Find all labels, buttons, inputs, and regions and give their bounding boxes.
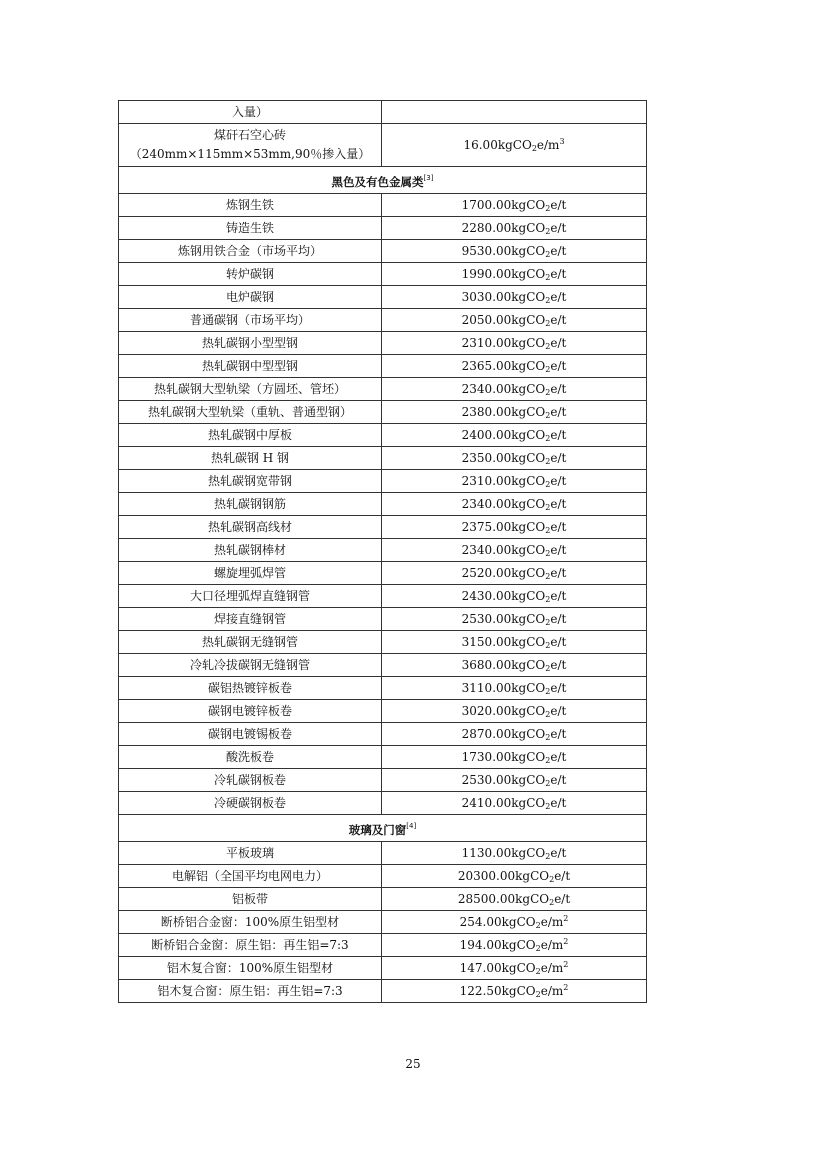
page-number: 25: [405, 1057, 421, 1071]
material-name: 冷轧冷拔碳钢无缝钢管: [119, 654, 382, 677]
table-row: [119, 263, 647, 286]
factor-value: 1130.00: [461, 846, 512, 860]
table-row: [119, 792, 647, 815]
unit-prefix: kgCO: [511, 773, 546, 787]
material-name: 酸洗板卷: [119, 746, 382, 769]
table-row: [119, 101, 647, 124]
unit-subscript: 2: [545, 595, 551, 604]
emission-factor: [382, 516, 647, 539]
material-name: 入量）: [119, 101, 382, 124]
factor-value: 2430.00: [461, 589, 512, 603]
factor-value: 1700.00: [461, 198, 512, 212]
emission-factor: [382, 424, 647, 447]
unit-suffix: e/t: [550, 382, 567, 396]
table-row: [119, 746, 647, 769]
table-row: [119, 723, 647, 746]
unit-prefix: kgCO: [511, 198, 546, 212]
unit-prefix: kgCO: [515, 892, 550, 906]
section-title: [119, 167, 647, 194]
table-row: [119, 355, 647, 378]
unit-subscript: 2: [545, 319, 551, 328]
unit-subscript: 2: [545, 618, 551, 627]
reference-mark: [4]: [406, 822, 417, 830]
material-name: 铸造生铁: [119, 217, 382, 240]
table-row: [119, 934, 647, 957]
material-name: 热轧碳钢无缝钢管: [119, 631, 382, 654]
unit-suffix: e/t: [550, 612, 567, 626]
unit-suffix: e/t: [550, 451, 567, 465]
unit-prefix: kgCO: [501, 938, 536, 952]
table-row: [119, 957, 647, 980]
reference-mark: [3]: [423, 174, 434, 182]
table-row: [119, 516, 647, 539]
emission-factor: [382, 309, 647, 332]
factor-value: 2340.00: [461, 382, 512, 396]
emission-factor: [382, 700, 647, 723]
unit-subscript: 2: [545, 227, 551, 236]
material-name: 热轧碳钢棒材: [119, 539, 382, 562]
table-row: [119, 332, 647, 355]
unit-subscript: 2: [545, 503, 551, 512]
unit-prefix: kgCO: [511, 451, 546, 465]
material-name: 螺旋埋弧焊管: [119, 562, 382, 585]
unit-suffix: e/t: [550, 566, 567, 580]
material-name: 铝木复合窗：原生铝：再生铝=7:3: [119, 980, 382, 1003]
unit-suffix: e/t: [550, 543, 567, 557]
material-name: 煤矸石空心砖（240mm×115mm×53mm,90％掺入量）: [119, 124, 382, 167]
unit-suffix: e/t: [550, 198, 567, 212]
factor-value: 2410.00: [461, 796, 512, 810]
unit-suffix: e/t: [550, 221, 567, 235]
material-name: 碳钢电镀锌板卷: [119, 700, 382, 723]
unit-suffix: e/m: [540, 938, 564, 952]
unit-subscript: 2: [549, 898, 555, 907]
material-name: 焊接直缝钢管: [119, 608, 382, 631]
material-name: 炼钢生铁: [119, 194, 382, 217]
table-row: [119, 980, 647, 1003]
unit-subscript: 2: [545, 802, 551, 811]
emission-factor: [382, 217, 647, 240]
unit-subscript: 2: [545, 641, 551, 650]
emission-factor: [382, 723, 647, 746]
factor-value: 20300.00: [457, 869, 516, 883]
unit-power: 2: [563, 937, 569, 946]
factor-value: 194.00: [459, 938, 502, 952]
unit-subscript: 2: [545, 434, 551, 443]
emission-factor: [382, 631, 647, 654]
unit-subscript: 2: [545, 779, 551, 788]
unit-subscript: 2: [545, 411, 551, 420]
unit-subscript: 2: [545, 342, 551, 351]
unit-prefix: kgCO: [511, 382, 546, 396]
emission-factor: [382, 124, 647, 167]
unit-prefix: kgCO: [511, 428, 546, 442]
unit-prefix: kgCO: [511, 681, 546, 695]
table-row: [119, 378, 647, 401]
unit-suffix: e/t: [550, 635, 567, 649]
unit-subscript: 2: [545, 388, 551, 397]
emission-factor: [382, 911, 647, 934]
factor-value: 2340.00: [461, 543, 512, 557]
material-name: 炼钢用铁合金（市场平均）: [119, 240, 382, 263]
unit-suffix: e/t: [550, 405, 567, 419]
unit-subscript: 2: [531, 144, 537, 153]
table-row: [119, 470, 647, 493]
emission-factor: [382, 792, 647, 815]
section-header-row: [119, 815, 647, 842]
table-row: [119, 842, 647, 865]
table-row: [119, 865, 647, 888]
emission-factor: [382, 378, 647, 401]
unit-suffix: e/t: [550, 773, 567, 787]
material-name: 热轧碳钢大型轨梁（重轨、普通型钢）: [119, 401, 382, 424]
table-row: [119, 493, 647, 516]
unit-subscript: 2: [545, 365, 551, 374]
section-title: [119, 815, 647, 842]
unit-prefix: kgCO: [511, 704, 546, 718]
emission-factor: [382, 493, 647, 516]
table-row: [119, 124, 647, 167]
factor-value: 2375.00: [461, 520, 512, 534]
factor-value: 2365.00: [461, 359, 512, 373]
material-name: 断桥铝合金窗：100%原生铝型材: [119, 911, 382, 934]
unit-prefix: kgCO: [511, 635, 546, 649]
unit-subscript: 2: [545, 296, 551, 305]
unit-prefix: kgCO: [511, 750, 546, 764]
factor-value: 1730.00: [461, 750, 512, 764]
emission-factor: [382, 585, 647, 608]
table-row: [119, 911, 647, 934]
factor-value: 2310.00: [461, 336, 512, 350]
unit-subscript: 2: [535, 990, 541, 999]
unit-prefix: kgCO: [511, 543, 546, 557]
unit-subscript: 2: [545, 572, 551, 581]
unit-suffix: e/t: [550, 497, 567, 511]
unit-suffix: e/t: [550, 267, 567, 281]
section-title-text: 黑色及有色金属类: [331, 175, 424, 189]
unit-suffix: e/t: [554, 892, 571, 906]
material-name: 热轧碳钢宽带钢: [119, 470, 382, 493]
emission-factor: [382, 934, 647, 957]
unit-prefix: kgCO: [511, 497, 546, 511]
unit-subscript: 2: [545, 273, 551, 282]
emission-factor: [382, 101, 647, 124]
emission-factor: [382, 769, 647, 792]
table-row: [119, 654, 647, 677]
table-row: [119, 539, 647, 562]
factor-value: 2530.00: [461, 773, 512, 787]
emission-factor: [382, 263, 647, 286]
emission-factor: [382, 654, 647, 677]
table-row: [119, 194, 647, 217]
unit-suffix: e/m: [540, 961, 564, 975]
factor-value: 2280.00: [461, 221, 512, 235]
unit-prefix: kgCO: [501, 915, 536, 929]
unit-suffix: e/t: [550, 681, 567, 695]
material-name: 铝板带: [119, 888, 382, 911]
unit-prefix: kgCO: [497, 138, 532, 152]
unit-subscript: 2: [545, 250, 551, 259]
unit-suffix: e/t: [550, 796, 567, 810]
unit-prefix: kgCO: [511, 244, 546, 258]
emission-factor: [382, 608, 647, 631]
unit-subscript: 2: [545, 710, 551, 719]
table-row: [119, 888, 647, 911]
material-name: 铝木复合窗：100%原生铝型材: [119, 957, 382, 980]
factor-value: 3680.00: [461, 658, 512, 672]
unit-prefix: kgCO: [511, 846, 546, 860]
factor-value: 3150.00: [461, 635, 512, 649]
unit-prefix: kgCO: [511, 405, 546, 419]
factor-value: 2380.00: [461, 405, 512, 419]
factor-value: 2520.00: [461, 566, 512, 580]
emission-factor: [382, 355, 647, 378]
material-name: 冷轧碳钢板卷: [119, 769, 382, 792]
unit-prefix: kgCO: [511, 520, 546, 534]
unit-suffix: e/t: [550, 244, 567, 258]
unit-suffix: e/t: [550, 313, 567, 327]
emission-factor: [382, 401, 647, 424]
unit-suffix: e/t: [550, 750, 567, 764]
material-name: 热轧碳钢钢筋: [119, 493, 382, 516]
unit-prefix: kgCO: [515, 869, 550, 883]
factor-value: 1990.00: [461, 267, 512, 281]
material-name: 电炉碳钢: [119, 286, 382, 309]
material-name: 转炉碳钢: [119, 263, 382, 286]
factor-value: 2340.00: [461, 497, 512, 511]
material-name: 热轧碳钢大型轨梁（方圆坯、管坯）: [119, 378, 382, 401]
unit-subscript: 2: [545, 480, 551, 489]
material-name: 热轧碳钢中型型钢: [119, 355, 382, 378]
unit-suffix: e/t: [550, 727, 567, 741]
table-row: [119, 700, 647, 723]
unit-suffix: e/t: [550, 336, 567, 350]
material-name: 普通碳钢（市场平均）: [119, 309, 382, 332]
table-row: [119, 631, 647, 654]
unit-suffix: e/t: [550, 846, 567, 860]
unit-suffix: e/m: [536, 138, 560, 152]
table-row: [119, 769, 647, 792]
unit-suffix: e/t: [550, 428, 567, 442]
emission-factor: [382, 286, 647, 309]
unit-power: 2: [563, 914, 569, 923]
unit-power: 3: [559, 137, 565, 146]
factor-value: 9530.00: [461, 244, 512, 258]
factor-value: 2350.00: [461, 451, 512, 465]
unit-prefix: kgCO: [511, 221, 546, 235]
emission-factor: [382, 888, 647, 911]
unit-subscript: 2: [549, 875, 555, 884]
unit-prefix: kgCO: [511, 566, 546, 580]
unit-subscript: 2: [545, 526, 551, 535]
emission-factor: [382, 194, 647, 217]
material-name: 电解铝（全国平均电网电力）: [119, 865, 382, 888]
unit-prefix: kgCO: [501, 984, 536, 998]
table-row: [119, 608, 647, 631]
table-row: [119, 562, 647, 585]
unit-subscript: 2: [545, 756, 551, 765]
factor-value: 2400.00: [461, 428, 512, 442]
section-title-text: 玻璃及门窗: [348, 823, 407, 837]
emission-factor: [382, 562, 647, 585]
factor-value: 2310.00: [461, 474, 512, 488]
unit-suffix: e/t: [550, 520, 567, 534]
unit-subscript: 2: [545, 549, 551, 558]
material-name: 冷硬碳钢板卷: [119, 792, 382, 815]
material-name: 碳钢电镀锡板卷: [119, 723, 382, 746]
unit-subscript: 2: [545, 687, 551, 696]
unit-prefix: kgCO: [511, 359, 546, 373]
unit-subscript: 2: [545, 664, 551, 673]
factor-value: 2530.00: [461, 612, 512, 626]
emission-factor-table: [118, 100, 647, 1003]
factor-value: 122.50: [459, 984, 502, 998]
emission-factor: [382, 240, 647, 263]
emission-factor: [382, 746, 647, 769]
unit-power: 2: [563, 983, 569, 992]
unit-prefix: kgCO: [511, 796, 546, 810]
table-row: [119, 217, 647, 240]
emission-factor: [382, 470, 647, 493]
unit-suffix: e/m: [540, 915, 564, 929]
unit-suffix: e/t: [550, 474, 567, 488]
table-row: [119, 240, 647, 263]
material-name: 大口径埋弧焊直缝钢管: [119, 585, 382, 608]
factor-value: 3030.00: [461, 290, 512, 304]
factor-value: 16.00: [463, 138, 498, 152]
unit-suffix: e/t: [550, 658, 567, 672]
table-row: [119, 286, 647, 309]
table-row: [119, 677, 647, 700]
material-name: 碳铝热镀锌板卷: [119, 677, 382, 700]
emission-factor: [382, 842, 647, 865]
unit-suffix: e/t: [550, 704, 567, 718]
unit-suffix: e/t: [554, 869, 571, 883]
table-row: [119, 309, 647, 332]
factor-value: 2050.00: [461, 313, 512, 327]
factor-value: 254.00: [459, 915, 502, 929]
factor-value: 3020.00: [461, 704, 512, 718]
unit-suffix: e/t: [550, 589, 567, 603]
emission-factor: [382, 332, 647, 355]
factor-value: 28500.00: [457, 892, 516, 906]
unit-prefix: kgCO: [511, 336, 546, 350]
unit-prefix: kgCO: [501, 961, 536, 975]
unit-subscript: 2: [545, 457, 551, 466]
unit-subscript: 2: [545, 733, 551, 742]
table-row: [119, 401, 647, 424]
emission-factor: [382, 980, 647, 1003]
material-name: 平板玻璃: [119, 842, 382, 865]
unit-prefix: kgCO: [511, 474, 546, 488]
unit-prefix: kgCO: [511, 589, 546, 603]
unit-prefix: kgCO: [511, 727, 546, 741]
unit-prefix: kgCO: [511, 290, 546, 304]
material-name: 热轧碳钢高线材: [119, 516, 382, 539]
unit-subscript: 2: [535, 944, 541, 953]
factor-value: 147.00: [459, 961, 502, 975]
factor-value: 3110.00: [461, 681, 512, 695]
emission-factor: [382, 957, 647, 980]
unit-power: 2: [563, 960, 569, 969]
unit-prefix: kgCO: [511, 658, 546, 672]
section-header-row: [119, 167, 647, 194]
unit-prefix: kgCO: [511, 313, 546, 327]
material-name: 热轧碳钢中厚板: [119, 424, 382, 447]
unit-suffix: e/t: [550, 290, 567, 304]
unit-suffix: e/t: [550, 359, 567, 373]
unit-suffix: e/m: [540, 984, 564, 998]
unit-subscript: 2: [535, 921, 541, 930]
emission-factor: [382, 865, 647, 888]
emission-factor: [382, 447, 647, 470]
table-row: [119, 424, 647, 447]
unit-prefix: kgCO: [511, 612, 546, 626]
unit-prefix: kgCO: [511, 267, 546, 281]
material-name: 热轧碳钢小型型钢: [119, 332, 382, 355]
factor-value: 2870.00: [461, 727, 512, 741]
table-row: [119, 585, 647, 608]
unit-subscript: 2: [545, 852, 551, 861]
material-name: 热轧碳钢 H 钢: [119, 447, 382, 470]
material-name: 断桥铝合金窗：原生铝：再生铝=7:3: [119, 934, 382, 957]
table-row: [119, 447, 647, 470]
unit-subscript: 2: [535, 967, 541, 976]
emission-factor: [382, 539, 647, 562]
unit-subscript: 2: [545, 204, 551, 213]
emission-factor: [382, 677, 647, 700]
